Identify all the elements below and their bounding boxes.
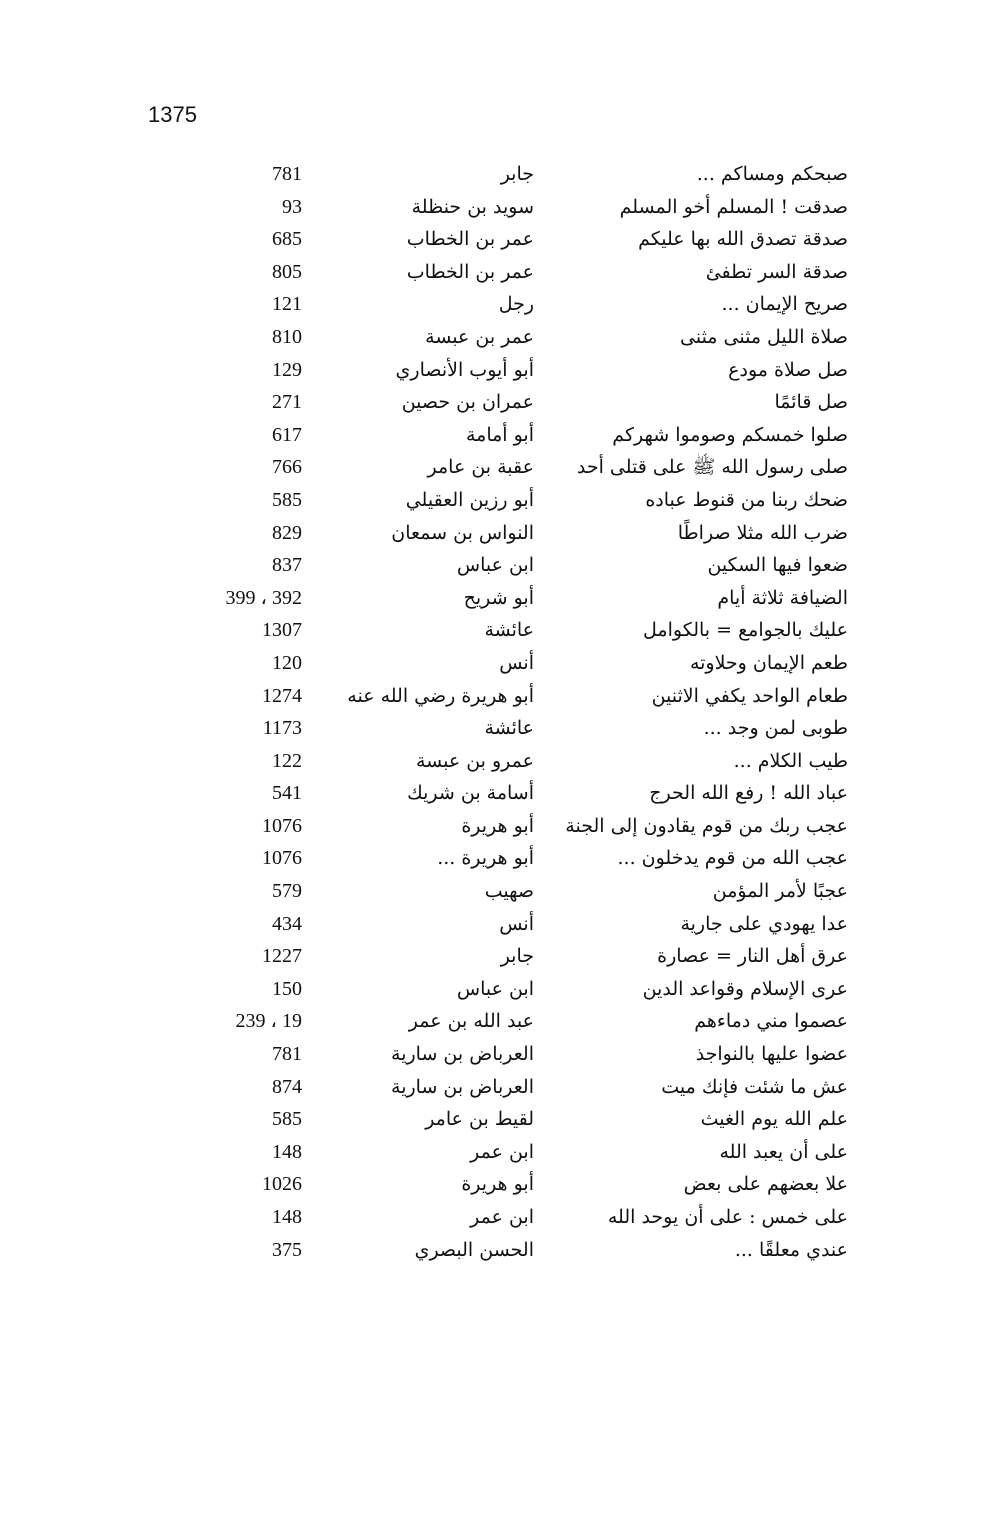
index-row xyxy=(0,712,986,745)
hadith-text: صل قائمًا xyxy=(774,391,848,414)
page-reference: 766 xyxy=(272,456,302,479)
hadith-text: صريح الإيمان ... xyxy=(721,293,848,316)
narrator-name: جابر xyxy=(500,163,534,185)
index-row xyxy=(0,647,986,680)
index-row xyxy=(0,158,986,191)
page-reference: 685 xyxy=(272,228,302,251)
hadith-text: عصموا مني دماءهم xyxy=(694,1010,848,1033)
index-row xyxy=(0,549,986,582)
index-row xyxy=(0,321,986,354)
index-row xyxy=(0,614,986,647)
page-reference: 120 xyxy=(272,651,302,674)
narrator-name: أسامة بن شريك xyxy=(407,782,534,805)
page-reference: 1227 xyxy=(262,945,302,968)
narrator-name: رجل xyxy=(498,293,534,316)
narrator-name: أبو أيوب الأنصاري xyxy=(395,358,534,381)
narrator-name: الحسن البصري xyxy=(414,1238,534,1261)
hadith-text: صل صلاة مودع xyxy=(728,358,848,381)
index-row xyxy=(0,191,986,224)
index-row xyxy=(0,288,986,321)
narrator-name: أبو هريرة رضي الله عنه xyxy=(347,684,534,707)
page-reference: 781 xyxy=(272,1043,302,1066)
index-row xyxy=(0,484,986,517)
narrator-name: أنس xyxy=(499,912,534,935)
narrator-name: أبو شريح xyxy=(463,586,534,609)
page-reference: 829 xyxy=(272,521,302,544)
page-reference: 271 xyxy=(272,391,302,414)
hadith-text: صدقة السر تطفئ xyxy=(705,260,848,283)
hadith-text: صدقة تصدق الله بها عليكم xyxy=(638,228,848,251)
index-row xyxy=(0,386,986,419)
index-row xyxy=(0,680,986,713)
page-reference: 585 xyxy=(272,1108,302,1131)
index-row xyxy=(0,223,986,256)
index-row xyxy=(0,1168,986,1201)
page-reference: 122 xyxy=(272,749,302,772)
narrator-name: أبو أمامة xyxy=(465,423,534,446)
page-reference: 541 xyxy=(272,782,302,805)
index-row xyxy=(0,908,986,941)
index-row xyxy=(0,940,986,973)
index-row xyxy=(0,451,986,484)
narrator-name: عمر بن عبسة xyxy=(425,325,534,348)
index-row xyxy=(0,973,986,1006)
index-row xyxy=(0,1005,986,1038)
hadith-text: عرق أهل النار = عصارة xyxy=(657,945,848,968)
hadith-text: عش ما شئت فإنك ميت xyxy=(661,1075,848,1098)
narrator-name: عائشة xyxy=(484,717,534,740)
index-row xyxy=(0,419,986,452)
narrator-name: ابن عباس xyxy=(456,977,534,1000)
hadith-text: عجب الله من قوم يدخلون ... xyxy=(617,847,848,870)
index-row xyxy=(0,256,986,289)
hadith-text: عليك بالجوامع = بالكوامل xyxy=(643,619,848,642)
narrator-name: لقيط بن عامر xyxy=(425,1108,534,1131)
index-row xyxy=(0,1103,986,1136)
narrator-name: جابر xyxy=(500,945,534,968)
narrator-name: أبو هريرة xyxy=(461,814,534,837)
page-reference: 375 xyxy=(272,1238,302,1261)
page-number: 1375 xyxy=(148,102,197,127)
page-reference: 1076 xyxy=(262,847,302,870)
hadith-text: ضحك ربنا من قنوط عباده xyxy=(645,488,848,511)
index-row xyxy=(0,354,986,387)
hadith-text: ضرب الله مثلا صراطًا xyxy=(677,521,848,544)
hadith-text: صلوا خمسكم وصوموا شهركم xyxy=(612,423,848,446)
index-row xyxy=(0,777,986,810)
page-reference: 150 xyxy=(272,977,302,1000)
narrator-name: ابن عمر xyxy=(470,1206,534,1228)
narrator-name: عقبة بن عامر xyxy=(427,456,534,479)
index-row xyxy=(0,810,986,843)
hadith-text: صدقت ! المسلم أخو المسلم xyxy=(619,195,848,218)
page-reference: 121 xyxy=(272,293,302,316)
narrator-name: أبو هريرة xyxy=(461,1173,534,1196)
index-row xyxy=(0,1201,986,1234)
index-row xyxy=(0,875,986,908)
page-reference: 1026 xyxy=(262,1173,302,1196)
narrator-name: أنس xyxy=(499,651,534,674)
narrator-name: العرباض بن سارية xyxy=(391,1043,534,1066)
hadith-text: علا بعضهم على بعض xyxy=(683,1173,848,1196)
narrator-name: ابن عباس xyxy=(456,554,534,577)
narrator-name: عمرو بن عبسة xyxy=(415,749,534,772)
hadith-text: الضيافة ثلاثة أيام xyxy=(717,586,848,609)
narrator-name: العرباض بن سارية xyxy=(391,1075,534,1098)
page-reference: 874 xyxy=(272,1075,302,1098)
hadith-text: صلى رسول الله ﷺ على قتلى أحد xyxy=(576,456,848,479)
page-reference: 93 xyxy=(282,195,302,218)
index-row xyxy=(0,582,986,615)
page-reference: 781 xyxy=(272,163,302,185)
narrator-name: عمر بن الخطاب xyxy=(406,260,534,283)
hadith-text: طيب الكلام ... xyxy=(733,749,848,772)
hadith-text: طوبى لمن وجد ... xyxy=(703,717,848,740)
index-row xyxy=(0,1038,986,1071)
page-reference: 805 xyxy=(272,260,302,283)
hadith-text: صلاة الليل مثنى مثنى xyxy=(680,325,848,348)
page-reference: 434 xyxy=(272,912,302,935)
page-reference: 617 xyxy=(272,423,302,446)
index-row xyxy=(0,842,986,875)
hadith-text: عضوا عليها بالنواجذ xyxy=(695,1043,848,1066)
narrator-name: النواس بن سمعان xyxy=(391,521,534,544)
hadith-text: عباد الله ! رفع الله الحرج xyxy=(649,782,848,805)
page-reference: 1274 xyxy=(262,684,302,707)
page-reference: 1173 xyxy=(262,717,302,740)
narrator-name: أبو رزين العقيلي xyxy=(405,488,534,511)
hadith-text: صبحكم ومساكم ... xyxy=(696,163,848,185)
hadith-text: طعم الإيمان وحلاوته xyxy=(689,651,848,674)
hadith-text: عندي معلقًا ... xyxy=(734,1238,848,1261)
hadith-index-table xyxy=(0,158,986,1266)
hadith-text: على خمس : على أن يوحد الله xyxy=(607,1206,848,1228)
index-row xyxy=(0,745,986,778)
hadith-text: عرى الإسلام وقواعد الدين xyxy=(642,977,848,1000)
page-reference: 148 xyxy=(272,1140,302,1163)
page-reference: 585 xyxy=(272,488,302,511)
narrator-name: عمران بن حصين xyxy=(401,391,534,414)
hadith-text: عدا يهودي على جارية xyxy=(680,912,848,935)
page-reference: 392 ، 399 xyxy=(225,586,302,609)
narrator-name: عبد الله بن عمر xyxy=(408,1010,534,1033)
narrator-name: عمر بن الخطاب xyxy=(406,228,534,251)
hadith-text: ضعوا فيها السكين xyxy=(707,554,848,577)
page-reference: 837 xyxy=(272,554,302,577)
page-reference: 1076 xyxy=(262,814,302,837)
narrator-name: عائشة xyxy=(484,619,534,642)
hadith-text: عجبًا لأمر المؤمن xyxy=(712,880,848,903)
narrator-name: صهيب xyxy=(484,880,534,903)
page-reference: 810 xyxy=(272,325,302,348)
index-row xyxy=(0,1234,986,1267)
index-row xyxy=(0,517,986,550)
page-reference: 1307 xyxy=(262,619,302,642)
page-reference: 19 ، 239 xyxy=(235,1010,302,1033)
hadith-text: عجب ربك من قوم يقادون إلى الجنة xyxy=(565,814,848,837)
narrator-name: سويد بن حنظلة xyxy=(411,195,534,218)
index-row xyxy=(0,1071,986,1104)
page-reference: 579 xyxy=(272,880,302,903)
hadith-text: علم الله يوم الغيث xyxy=(700,1108,848,1131)
narrator-name: أبو هريرة ... xyxy=(437,847,534,870)
page-reference: 148 xyxy=(272,1206,302,1228)
narrator-name: ابن عمر xyxy=(470,1140,534,1163)
hadith-text: طعام الواحد يكفي الاثنين xyxy=(651,684,848,707)
index-row xyxy=(0,1136,986,1169)
hadith-text: على أن يعبد الله xyxy=(719,1140,848,1163)
page-reference: 129 xyxy=(272,358,302,381)
